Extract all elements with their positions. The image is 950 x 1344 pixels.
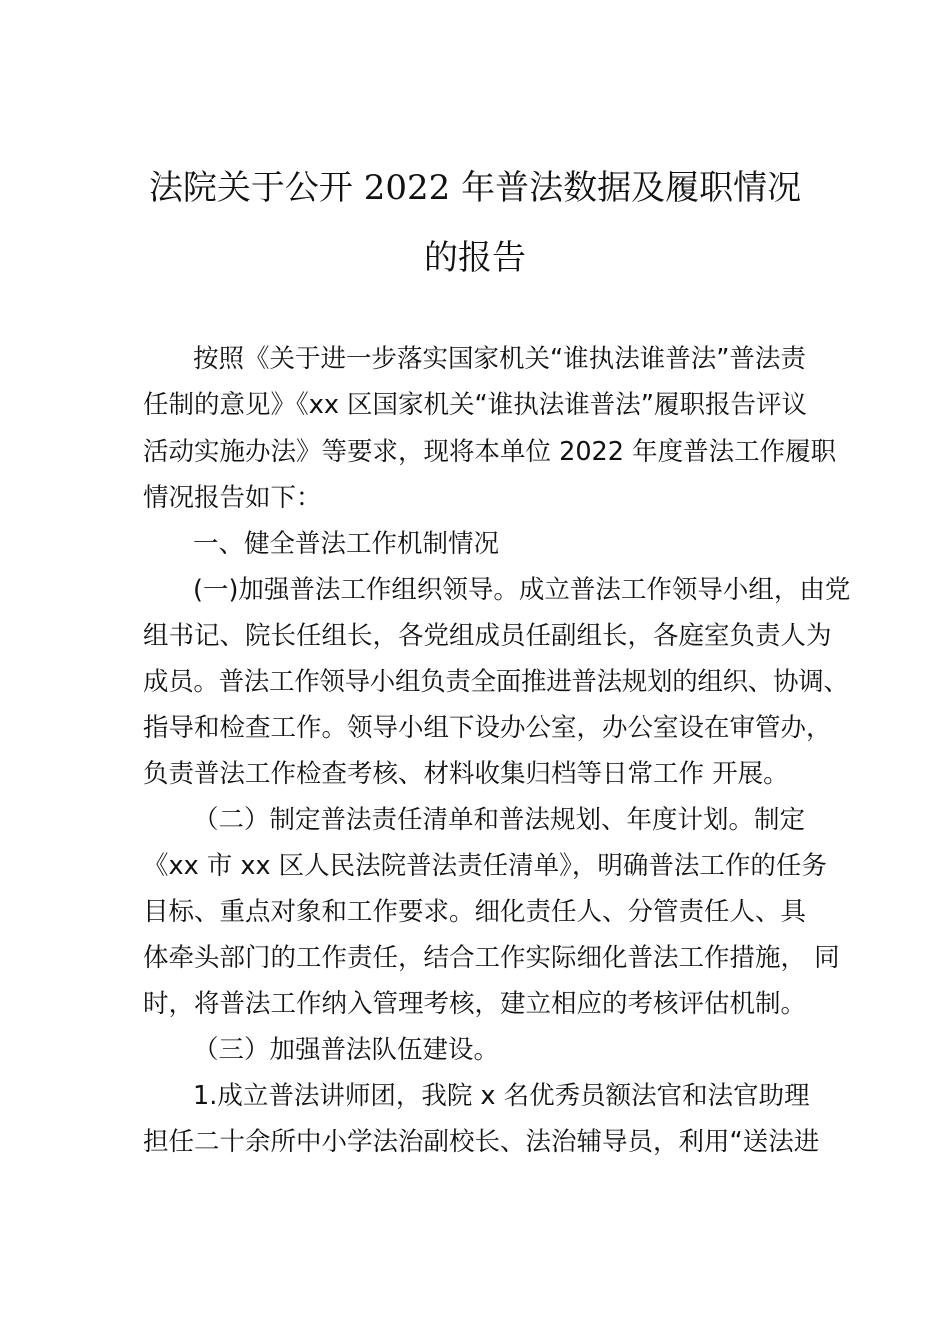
paragraph-2-line-5: 时，将普法工作纳入管理考核，建立相应的考核评估机制。	[143, 989, 807, 1019]
paragraph-1-line-3: 成员。普法工作领导小组负责全面推进普法规划的组织、协调、	[143, 667, 849, 697]
section-heading-3: （三）加强普法队伍建设。	[193, 1035, 500, 1065]
paragraph-1-line-2: 组书记、院长任组长，各党组成员任副组长，各庭室负责人为	[143, 621, 832, 651]
paragraph-3-line-1: 1.成立普法讲师团，我院 x 名优秀员额法官和法官助理	[193, 1081, 810, 1111]
paragraph-2-line-2: 《xx 市 xx 区人民法院普法责任清单》，明确普法工作的任务	[143, 851, 827, 881]
paragraph-1-line-5: 负责普法工作检查考核、材料收集归档等日常工作 开展。	[143, 759, 789, 789]
paragraph-intro-line-4: 情况报告如下：	[143, 483, 322, 513]
paragraph-1-line-4: 指导和检查工作。领导小组下设办公室，办公室设在审管办，	[143, 713, 832, 743]
paragraph-2-line-3: 目标、重点对象和工作要求。细化责任人、分管责任人、具	[143, 897, 807, 927]
document-title-line-1: 法院关于公开 2022 年普法数据及履职情况	[148, 168, 802, 208]
paragraph-2-line-1: （二）制定普法责任清单和普法规划、年度计划。制定	[193, 805, 806, 835]
paragraph-3-line-2: 担任二十余所中小学法治副校长、法治辅导员，利用“送法进	[143, 1127, 820, 1157]
paragraph-1-line-1: (一)加强普法工作组织领导。成立普法工作领导小组，由党	[193, 575, 851, 605]
paragraph-intro-line-3: 活动实施办法》等要求，现将本单位 2022 年度普法工作履职	[143, 437, 837, 467]
section-heading-1: 一、健全普法工作机制情况	[193, 529, 500, 559]
document-title-line-2: 的报告	[424, 238, 526, 278]
paragraph-intro-line-1: 按照《关于进一步落实国家机关“谁执法谁普法”普法责	[193, 344, 806, 374]
paragraph-2-line-4: 体牵头部门的工作责任，结合工作实际细化普法工作措施， 同	[143, 943, 840, 973]
paragraph-intro-line-2: 任制的意见》《xx 区国家机关“谁执法谁普法”履职报告评议	[143, 390, 807, 420]
